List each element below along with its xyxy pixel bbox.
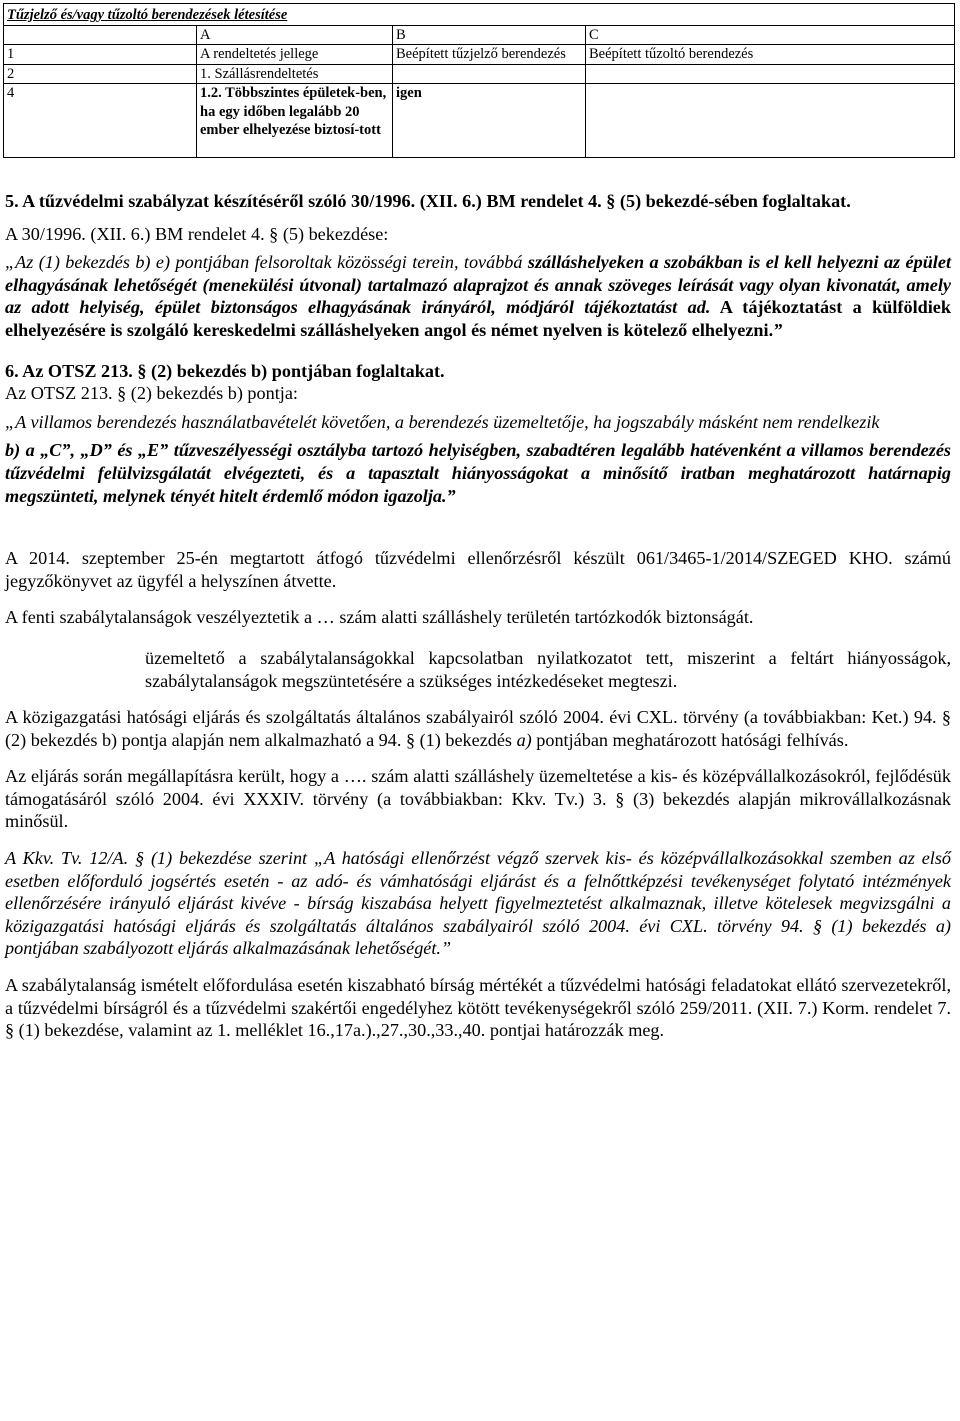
table-cell: 1. Szállásrendeltetés bbox=[197, 64, 393, 84]
section-6-quote-1: „A villamos berendezés használatbavételét követően, a berendezés üzemeltetője, ha jogszabály másként nem rendelkezik bbox=[5, 411, 880, 432]
table-row bbox=[4, 84, 955, 158]
paragraph-ket: A közigazgatási hatósági eljárás és szolgáltatás általános szabályairól szóló 2004. évi CXL. törvény (a továbbiakban: Ket.) 94. § (2) bekezdés b) pontja alapján nem alkalmazható a 94. § (1) bekezdés a) pontjában meghatározott hatósági felhívás. bbox=[5, 707, 951, 750]
document-body bbox=[5, 190, 951, 1042]
table-cell: Beépített tűzoltó berendezés bbox=[586, 45, 955, 65]
paragraph-danger: A fenti szabálytalanságok veszélyeztetik a … szám alatti szálláshely területén tartózkodók biztonságát. bbox=[5, 607, 754, 628]
col-letter-c: C bbox=[586, 25, 955, 45]
paragraph-kkv: Az eljárás során megállapításra került, hogy a …. szám alatti szálláshely üzemeltetése a kis- és középvállalkozásokról, fejlődésük támogatásáról szóló 2004. évi XXXIV. törvény (a továbbiakban: Kkv. Tv.) 3. § (3) bekezdés alapján mikrovállalkozásnak minősül. bbox=[5, 766, 951, 832]
table-row bbox=[4, 64, 955, 84]
col-letter-a: A bbox=[197, 25, 393, 45]
section-6-intro: Az OTSZ 213. § (2) bekezdés b) pontja: bbox=[5, 383, 298, 404]
paragraph-protocol: A 2014. szeptember 25-én megtartott átfogó tűzvédelmi ellenőrzésről készült 061/3465-1/2014/SZEGED KHO. számú jegyzőkönyvet az ügyfél a helyszínen átvette. bbox=[5, 548, 951, 591]
table-cell bbox=[393, 64, 586, 84]
section-5-intro: A 30/1996. (XII. 6.) BM rendelet 4. § (5) bekezdése: bbox=[5, 223, 389, 244]
row-number: 2 bbox=[4, 64, 197, 84]
table-cell: 1.2. Többszintes épületek-ben, ha egy időben legalább 20 ember elhelyezése biztosí-tott bbox=[197, 84, 393, 158]
section-5-heading: 5. A tűzvédelmi szabályzat készítéséről szóló 30/1996. (XII. 6.) BM rendelet 4. § (5) bekezdé-sében foglaltakat. bbox=[5, 191, 851, 211]
row-number: 4 bbox=[4, 84, 197, 158]
section-6-quote-2: b) a „C”, „D” és „E” tűzveszélyességi osztályba tartozó helyiségben, szabadtéren legalább hatévenként a villamos berendezés tűzvédelmi felülvizsgálatát elvégezteti, és a tapasztalt hiányosságokat a minősítő iratban meghatározott határnapig megszünteti, melynek tényét hitelt érdemlő módon igazolja.” bbox=[5, 440, 951, 506]
regulation-table bbox=[3, 3, 955, 158]
quote-bold-italic-part: szálláshelyeken a szobákban is el kell helyezni az épület elhagyásának lehetőségét (menekülési útvonal) tartalmazó alaprajzot és annak szöveges leírását vagy olyan kivonatát, amely az adott helyiség, épület biztonságos elhagyásának irányáról, módjáról tájékoztatást ad. bbox=[5, 252, 951, 318]
table-cell: A rendeltetés jellege bbox=[197, 45, 393, 65]
col-letter-b: B bbox=[393, 25, 586, 45]
paragraph-kkv-quote: A Kkv. Tv. 12/A. § (1) bekezdése szerint „A hatósági ellenőrzést végző szervek kis- és középvállalkozásokkal szemben az első esetben előforduló jogsértés esetén - az adó- és vámhatósági eljárást és a felnőttképzési tevékenységet folytató intézmények ellenőrzésére irányuló eljárást kivéve - bírság kiszabása helyett figyelmeztetést alkalmaznak, illetve kötelesek megvizsgálni a közigazgatási hatósági eljárás és szolgáltatás általános szabályairól szóló 2004. évi CXL. törvény 94. § (1) bekezdés a) pontjában szabályozott eljárás alkalmazásának lehetőségét.” bbox=[5, 848, 951, 959]
table-header-row bbox=[4, 25, 955, 45]
quote-close: ” bbox=[773, 319, 783, 340]
table-cell bbox=[586, 84, 955, 158]
table-cell: Beépített tűzjelző berendezés bbox=[393, 45, 586, 65]
section-5-quote bbox=[5, 251, 951, 341]
table-cell bbox=[586, 64, 955, 84]
table-title: Tűzjelző és/vagy tűzoltó berendezések létesítése bbox=[4, 4, 955, 26]
row-number: 1 bbox=[4, 45, 197, 65]
section-6-heading: 6. Az OTSZ 213. § (2) bekezdés b) pontjában foglaltakat. bbox=[5, 360, 445, 381]
table-cell: igen bbox=[393, 84, 586, 158]
table-row bbox=[4, 45, 955, 65]
paragraph-operator-statement: üzemeltető a szabálytalanságokkal kapcsolatban nyilatkozatot tett, miszerint a feltárt hiányosságok, szabálytalanságok megszüntetésére a szükséges intézkedéseket megteszi. bbox=[145, 647, 951, 691]
table-title-row bbox=[4, 4, 955, 26]
quote-bold-part: A tájékoztatást a külföldiek elhelyezésére is szolgáló kereskedelmi szálláshelyeken angol és német nyelven is kötelező elhelyezni. bbox=[5, 297, 951, 340]
quote-italic-part: „Az (1) bekezdés b) e) pontjában felsoroltak közösségi terein, továbbá bbox=[5, 252, 528, 273]
paragraph-fine: A szabálytalanság ismételt előfordulása esetén kiszabható bírság mértékét a tűzvédelmi hatósági feladatokat ellátó szervezetekről, a tűzvédelmi bírságról és a tűzvédelmi szakértői engedélyhez kötött tevékenységekről szóló 259/2011. (XII. 7.) Korm. rendelet 7. § (1) bekezdése, valamint az 1. melléklet 16.,17a.).,27.,30.,33.,40. pontjai határozzák meg. bbox=[5, 975, 951, 1041]
